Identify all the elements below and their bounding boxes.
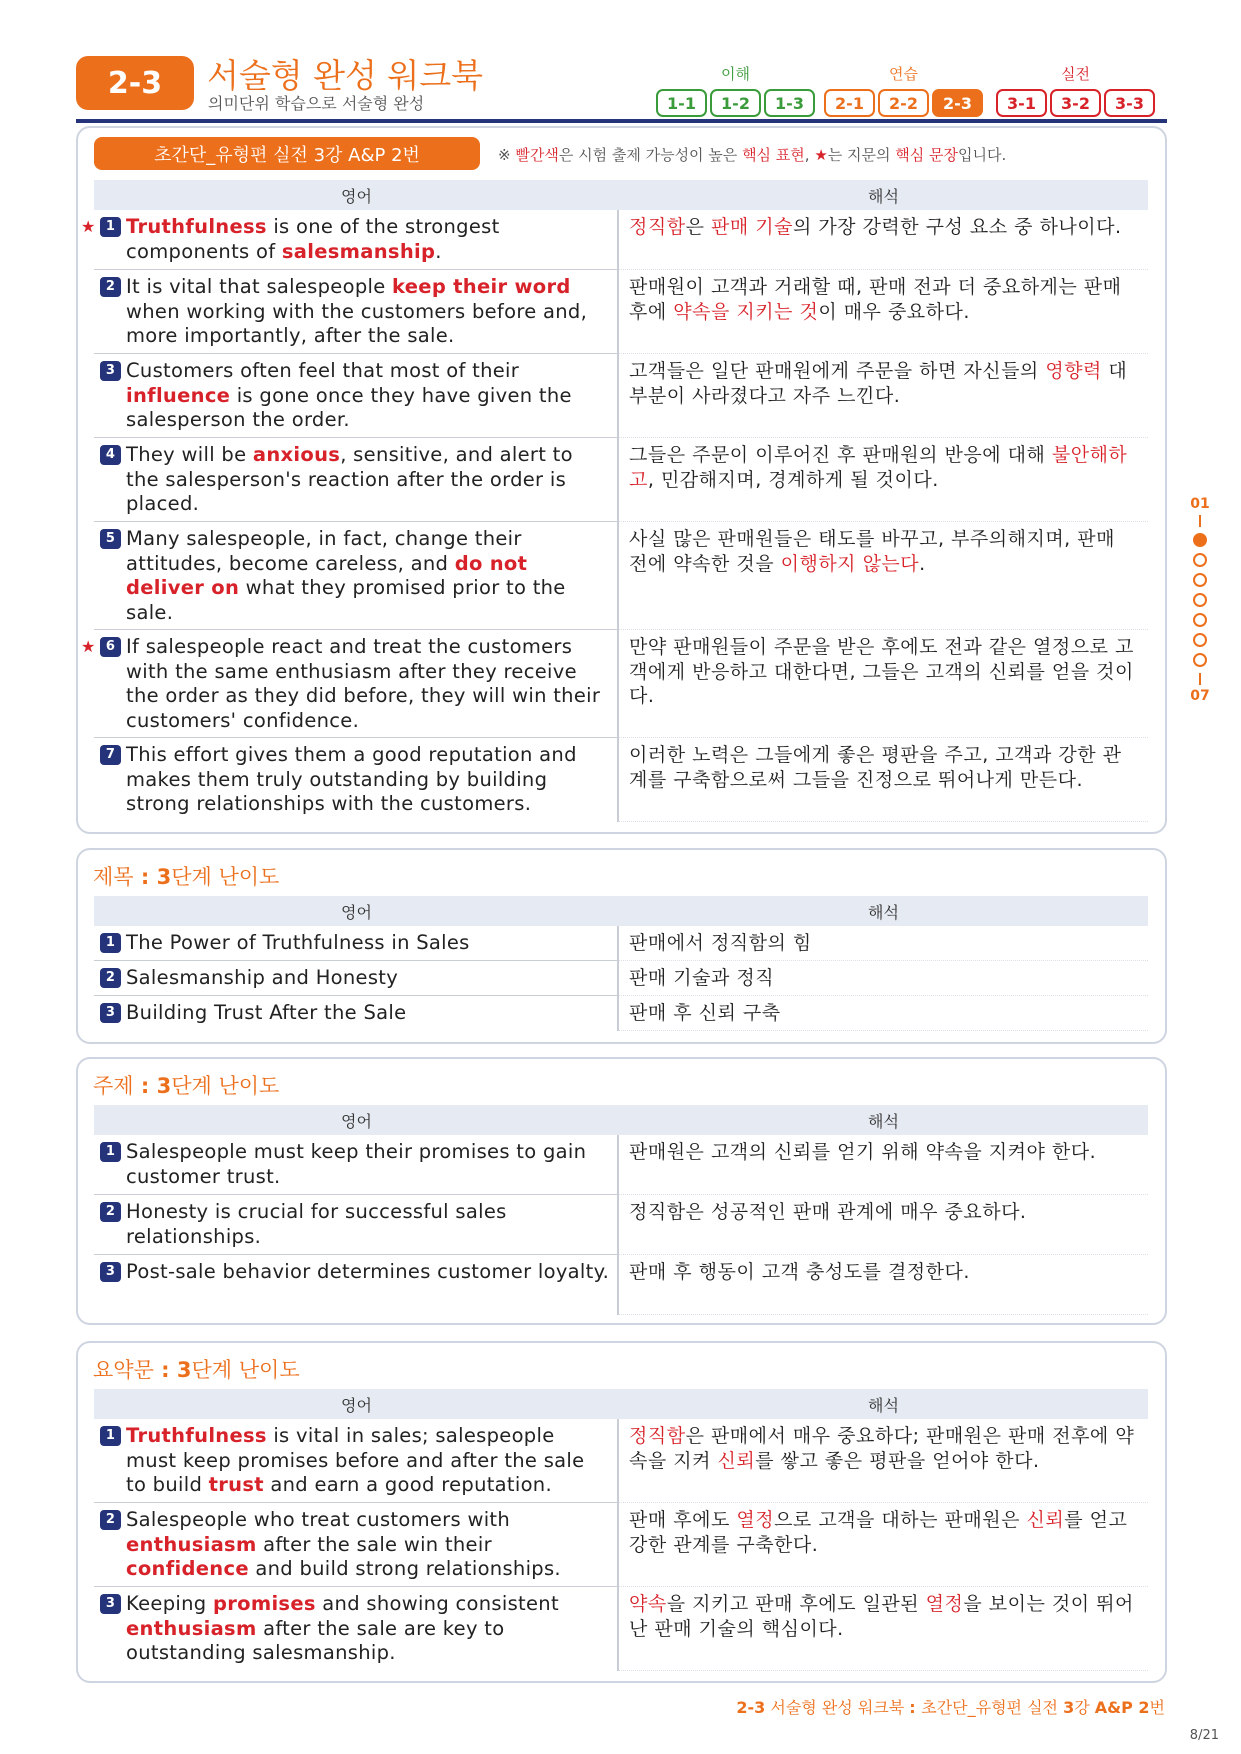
step-group-real	[996, 63, 1155, 117]
nav-dot-6[interactable]	[1193, 633, 1207, 647]
step-1-3-button[interactable]: 1-3	[764, 89, 815, 117]
passage-panel	[76, 126, 1167, 834]
section-title: 제목 : 3단계 난이도	[93, 865, 280, 889]
table-header	[94, 1105, 1148, 1135]
topic-table	[94, 1105, 1148, 1315]
row-number: 3	[100, 1594, 121, 1614]
section-title: 주제 : 3단계 난이도	[93, 1074, 280, 1098]
table-row: 1 The Power of Truthfulness in Sales 판매에서 정직함의 힘	[94, 926, 1148, 961]
table-row: 1 Truthfulness is vital in sales; salespeople must keep promises before and after the sale to build trust and earn a good reputation. 정직함은 판매에서 매우 중요하다; 판매원은 판매 전후에 약속을 지켜 신뢰를 쌓고 좋은 평판을 얻어야 한다.	[94, 1419, 1148, 1503]
nav-dot-4[interactable]	[1193, 593, 1207, 607]
header-divider	[76, 119, 1167, 123]
step-group-label: 이해	[721, 65, 750, 83]
row-number: 7	[100, 745, 121, 765]
section-title: 요약문 : 3단계 난이도	[93, 1358, 300, 1382]
col-korean: 해석	[868, 902, 899, 922]
nav-dot-3[interactable]	[1193, 573, 1207, 587]
col-korean: 해석	[868, 186, 899, 206]
table-row: 5 Many salespeople, in fact, change their attitudes, become careless, and do not deliver on what they promised prior to the sale. 사실 많은 판매원들은 태도를 바꾸고, 부주의해지며, 판매 전에 약속한 것을 이행하지 않는다.	[94, 522, 1148, 630]
step-2-2-button[interactable]: 2-2	[878, 89, 929, 117]
row-number: 3	[100, 1262, 121, 1282]
row-number: 2	[100, 1202, 121, 1222]
nav-bar	[1199, 673, 1201, 685]
table-row: 1 Salespeople must keep their promises to gain customer trust. 판매원은 고객의 신뢰를 얻기 위해 약속을 지켜야 한다.	[94, 1135, 1148, 1195]
table-row: 3 Post-sale behavior determines customer loyalty. 판매 후 행동이 고객 충성도를 결정한다.	[94, 1255, 1148, 1315]
row-number: 1	[100, 1142, 121, 1162]
row-number: 1	[100, 217, 121, 237]
table-row: 3 Building Trust After the Sale 판매 후 신뢰 구축	[94, 996, 1148, 1031]
step-2-1-button[interactable]: 2-1	[824, 89, 875, 117]
table-row: 3 Customers often feel that most of their influence is gone once they have given the salesperson the order. 고객들은 일단 판매원에게 주문을 하면 자신들의 영향력 대부분이 사라졌다고 자주 느낀다.	[94, 354, 1148, 438]
step-3-1-button[interactable]: 3-1	[996, 89, 1047, 117]
row-number: 1	[100, 933, 121, 953]
step-group-label: 실전	[1061, 65, 1090, 83]
page-subtitle: 의미단위 학습으로 서술형 완성	[208, 94, 425, 113]
col-korean: 해석	[868, 1395, 899, 1415]
row-number: 2	[100, 277, 121, 297]
table-row: 4 They will be anxious, sensitive, and alert to the salesperson's reaction after the order is placed. 그들은 주문이 이루어진 후 판매원의 반응에 대해 불안해하고, 민감해지며, 경계하게 될 것이다.	[94, 438, 1148, 522]
table-header	[94, 896, 1148, 926]
table-row: 2 Salespeople who treat customers with enthusiasm after the sale win their confidence and build strong relationships. 판매 후에도 열정으로 고객을 대하는 판매원은 신뢰를 얻고 강한 관계를 구축한다.	[94, 1503, 1148, 1587]
row-number: 5	[100, 529, 121, 549]
step-3-3-button[interactable]: 3-3	[1104, 89, 1155, 117]
step-2-3-button[interactable]: 2-3	[932, 89, 983, 117]
table-header	[94, 1389, 1148, 1419]
row-number: 2	[100, 1510, 121, 1530]
nav-bar	[1199, 515, 1201, 527]
table-row: 2 It is vital that salespeople keep their word when working with the customers before and, more importantly, after the sale. 판매원이 고객과 거래할 때, 판매 전과 더 중요하게는 판매 후에 약속을 지키는 것이 매우 중요하다.	[94, 270, 1148, 354]
nav-end-label: 07	[1190, 688, 1210, 704]
summary-panel	[76, 1341, 1167, 1683]
col-english: 영어	[341, 1111, 372, 1131]
step-1-2-button[interactable]: 1-2	[710, 89, 761, 117]
step-group-practice	[824, 63, 983, 117]
row-number: 4	[100, 445, 121, 465]
table-row: 3 Keeping promises and showing consistent enthusiasm after the sale are key to outstanding salesmanship. 약속을 지키고 판매 후에도 일관된 열정을 보이는 것이 뛰어난 판매 기술의 핵심이다.	[94, 1587, 1148, 1671]
side-page-nav	[1186, 496, 1214, 704]
topic-panel	[76, 1057, 1167, 1325]
lesson-tag: 초간단_유형편 실전 3강 A&P 2번	[94, 137, 480, 170]
lesson-badge: 2-3	[76, 56, 194, 110]
nav-dot-1[interactable]	[1193, 533, 1207, 547]
row-number: 2	[100, 968, 121, 988]
col-english: 영어	[341, 186, 372, 206]
summary-table	[94, 1389, 1148, 1671]
row-number: 3	[100, 1003, 121, 1023]
col-english: 영어	[341, 902, 372, 922]
legend-note: ※ 빨간색은 시험 출제 가능성이 높은 핵심 표현, ★는 지문의 핵심 문장입니다.	[498, 146, 1007, 164]
col-english: 영어	[341, 1395, 372, 1415]
page-number: 8/21	[1189, 1728, 1219, 1743]
nav-dot-7[interactable]	[1193, 653, 1207, 667]
page-title: 서술형 완성 워크북	[207, 56, 484, 95]
nav-dot-5[interactable]	[1193, 613, 1207, 627]
table-header	[94, 180, 1148, 210]
passage-table	[81, 180, 1148, 822]
table-row: 2 Honesty is crucial for successful sales relationships. 정직함은 성공적인 판매 관계에 매우 중요하다.	[94, 1195, 1148, 1255]
footer-caption: 2-3 서술형 완성 워크북 : 초간단_유형편 실전 3강 A&P 2번	[736, 1698, 1165, 1717]
row-number: 6	[100, 637, 121, 657]
step-3-2-button[interactable]: 3-2	[1050, 89, 1101, 117]
row-number: 1	[100, 1426, 121, 1446]
step-group-label: 연습	[889, 65, 918, 83]
title-table	[94, 896, 1148, 1031]
nav-start-label: 01	[1190, 496, 1210, 512]
table-row: 2 Salesmanship and Honesty 판매 기술과 정직	[94, 961, 1148, 996]
star-icon: ★	[81, 217, 96, 236]
nav-dot-2[interactable]	[1193, 553, 1207, 567]
title-panel	[76, 848, 1167, 1044]
col-korean: 해석	[868, 1111, 899, 1131]
table-row: 7 This effort gives them a good reputation and makes them truly outstanding by building strong relationships with the customers. 이러한 노력은 그들에게 좋은 평판을 주고, 고객과 강한 관계를 구축함으로써 그들을 진정으로 뛰어나게 만든다.	[94, 738, 1148, 822]
table-row: ★ 6 If salespeople react and treat the customers with the same enthusiasm after they receive the order as they did before, they will win their customers' confidence. 만약 판매원들이 주문을 받은 후에도 전과 같은 열정으로 고객에게 반응하고 대한다면, 그들은 고객의 신뢰를 얻을 것이다.	[94, 630, 1148, 738]
row-number: 3	[100, 361, 121, 381]
table-row: ★ 1 Truthfulness is one of the strongest components of salesmanship. 정직함은 판매 기술의 가장 강력한 구성 요소 중 하나이다.	[94, 210, 1148, 270]
star-icon: ★	[81, 637, 96, 656]
step-group-understand	[656, 63, 815, 117]
step-1-1-button[interactable]: 1-1	[656, 89, 707, 117]
